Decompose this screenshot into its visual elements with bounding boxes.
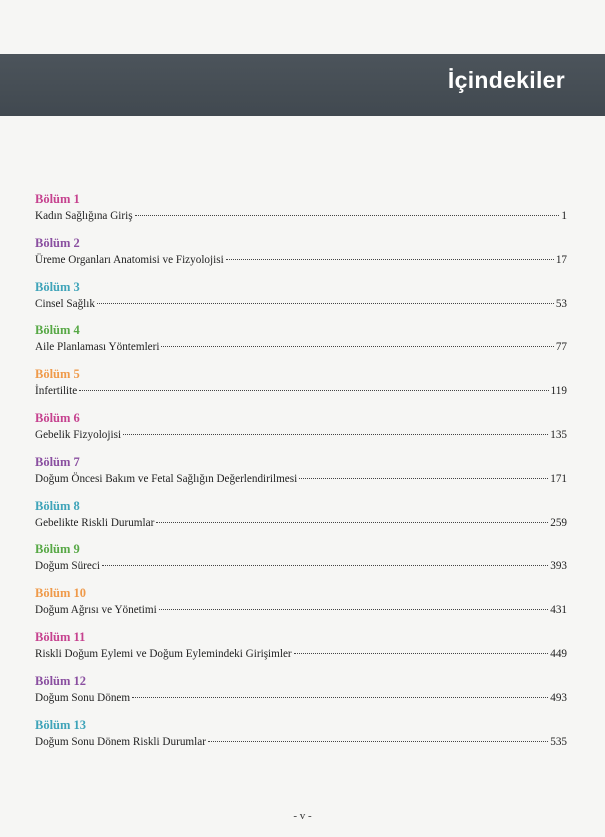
chapter-title: Doğum Süreci (35, 560, 100, 573)
chapter-title: Doğum Öncesi Bakım ve Fetal Sağlığın Değerlendirilmesi (35, 472, 298, 485)
toc-row (35, 383, 567, 399)
chapter-title: Doğum Ağrısı ve Yönetimi (35, 604, 157, 617)
chapter-title: İnfertilite (35, 385, 78, 398)
page-number: 1 (561, 210, 567, 222)
page-number: 53 (555, 297, 567, 310)
chapter-label: Bölüm 8 (35, 498, 80, 513)
toc-entry (35, 366, 567, 410)
toc-entry (35, 191, 567, 235)
chapter-title: Aile Planlaması Yöntemleri (35, 341, 160, 354)
page-number: 119 (550, 385, 567, 398)
toc-entry (35, 279, 567, 323)
toc-row (35, 690, 567, 706)
page-number: 535 (550, 735, 567, 748)
dot-leader (79, 389, 548, 391)
page-number: 493 (550, 691, 567, 704)
chapter-label: Bölüm 12 (35, 673, 87, 688)
toc-row (35, 427, 567, 443)
toc-entry (35, 629, 567, 673)
chapter-label: Bölüm 13 (35, 717, 87, 732)
toc-row (35, 208, 567, 224)
header-band (0, 54, 605, 116)
dot-leader (294, 652, 549, 654)
chapter-label: Bölüm 1 (35, 192, 80, 206)
toc-entry (35, 322, 567, 366)
chapter-title: Riskli Doğum Eylemi ve Doğum Eylemindeki Girişimler (35, 647, 292, 660)
chapter-label: Bölüm 7 (35, 454, 80, 469)
dot-leader (135, 214, 560, 216)
toc-entry (35, 410, 567, 454)
page-number: 171 (550, 472, 567, 485)
chapter-label: Bölüm 4 (35, 323, 80, 338)
chapter-label: Bölüm 2 (35, 235, 80, 250)
dot-leader (208, 740, 548, 742)
dot-leader (97, 302, 554, 304)
chapter-label: Bölüm 3 (35, 279, 80, 294)
toc-entry (35, 585, 567, 629)
dot-leader (102, 564, 548, 566)
toc-row (35, 558, 567, 574)
chapter-title: Gebelik Fizyolojisi (35, 428, 122, 441)
chapter-label: Bölüm 6 (35, 410, 80, 425)
toc-row (35, 734, 567, 750)
toc-row (35, 646, 567, 662)
page-number: 17 (555, 253, 567, 266)
chapter-title: Gebelikte Riskli Durumlar (35, 516, 155, 529)
toc-row (35, 296, 567, 312)
chapter-label: Bölüm 9 (35, 542, 80, 557)
dot-leader (123, 433, 548, 435)
chapter-title: Doğum Sonu Dönem (35, 691, 131, 704)
dot-leader (299, 477, 548, 479)
page-title: İçindekiler (447, 67, 565, 93)
chapter-title: Üreme Organları Anatomisi ve Fizyolojisi (35, 253, 224, 266)
page-number: 449 (550, 647, 567, 660)
toc-row (35, 515, 567, 531)
page-number: 77 (555, 341, 567, 354)
toc-entry (35, 498, 567, 542)
chapter-title: Doğum Sonu Dönem Riskli Durumlar (35, 735, 206, 748)
toc-row (35, 602, 567, 618)
chapter-title: Cinsel Sağlık (35, 297, 95, 310)
toc-row (35, 339, 567, 355)
toc-entry (35, 673, 567, 717)
dot-leader (132, 696, 548, 698)
toc-row (35, 252, 567, 268)
toc-row (35, 471, 567, 487)
toc-entry (35, 541, 567, 585)
table-of-contents (35, 191, 567, 760)
toc-entry (35, 235, 567, 279)
dot-leader (159, 608, 549, 610)
dot-leader (161, 345, 553, 347)
page-number: 431 (550, 604, 567, 617)
page-number: 135 (550, 428, 567, 441)
dot-leader (156, 521, 548, 523)
toc-entry (35, 717, 567, 761)
page-number: - v - (293, 810, 312, 822)
chapter-label: Bölüm 10 (35, 586, 87, 601)
chapter-title: Kadın Sağlığına Giriş (35, 210, 133, 222)
page-number: 259 (550, 516, 567, 529)
chapter-label: Bölüm 11 (35, 629, 86, 644)
dot-leader (226, 258, 554, 260)
chapter-label: Bölüm 5 (35, 367, 80, 382)
toc-entry (35, 454, 567, 498)
page-number: 393 (550, 560, 567, 573)
